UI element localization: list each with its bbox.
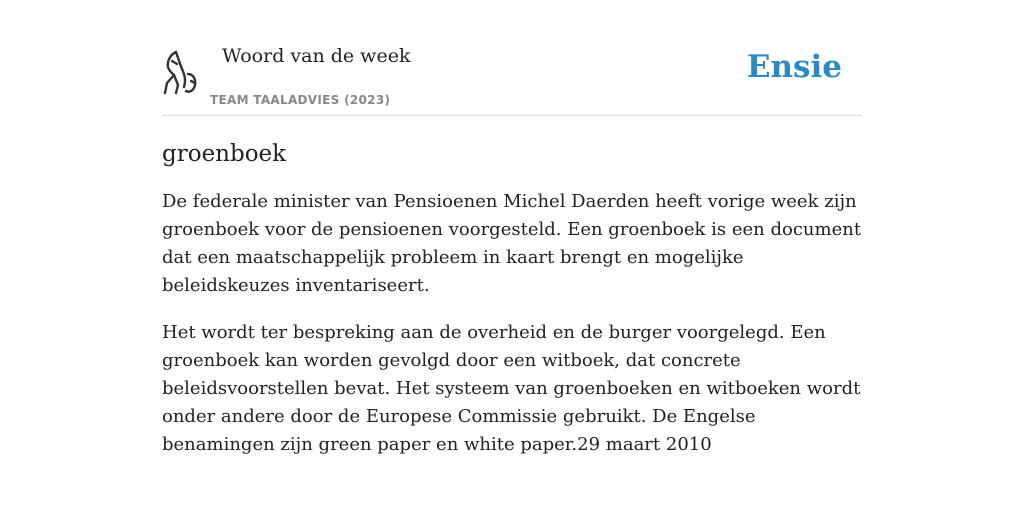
article-header — [162, 40, 862, 116]
article-card — [162, 40, 862, 459]
brand-logo[interactable]: Ensie — [746, 49, 842, 85]
entry-paragraph: De federale minister van Pensioenen Michel Daerden heeft vorige week zijn groenboek voor de pensioenen voorgesteld. Een groenboek is een document dat een maatschappelijk probleem in kaart brengt en mogelijke beleidskeuzes inventariseert. — [162, 191, 862, 296]
entry-title: groenboek — [162, 141, 287, 167]
flemish-lion-icon — [162, 49, 198, 95]
author-label: TEAM TAALADVIES (2023) — [210, 93, 391, 107]
entry-paragraph: Het wordt ter bespreking aan de overheid en de burger voorgelegd. Een groenboek kan worden gevolgd door een witboek, dat concrete beleidsvoorstellen bevat. Het systeem van groenboeken en witboeken wordt onder andere door de Europese Commissie gebruikt. De Engelse benamingen zijn green paper en white paper.29 maart 2010 — [162, 322, 861, 455]
series-title: Woord van de week — [222, 45, 411, 67]
